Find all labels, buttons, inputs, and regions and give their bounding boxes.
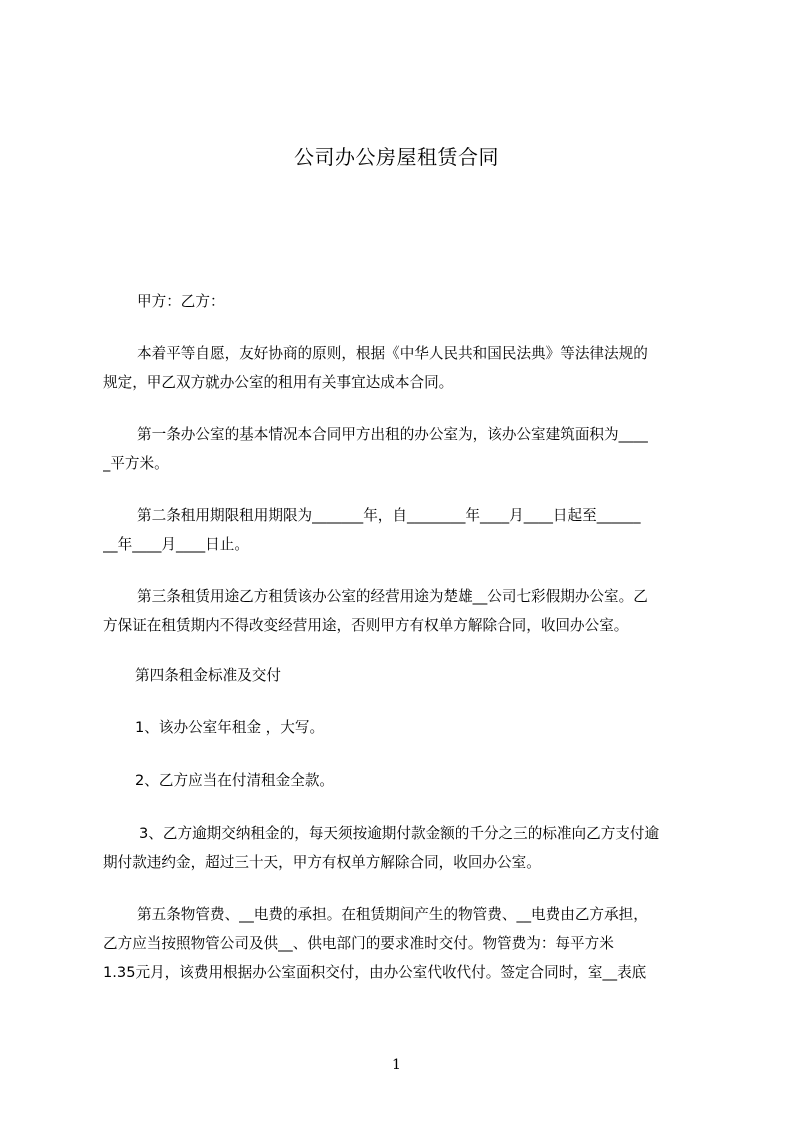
paragraph-line: 1、该办公室年租金 ，大写。: [135, 719, 325, 736]
paragraph-line: 方保证在租赁期内不得改变经营用途，否则甲方有权单方解除合同，收回办公室。: [103, 617, 629, 634]
paragraph-article-4-heading: [103, 661, 707, 690]
paragraph-article-5: [103, 900, 707, 987]
paragraph-line: 3、乙方逾期交纳租金的，每天须按逾期付款金额的千分之三的标准向乙方支付逾: [139, 825, 660, 842]
paragraph-article-3: [103, 582, 707, 640]
page-number: 1: [392, 1057, 401, 1073]
paragraph-line: 1.35元月，该费用根据办公室面积交付，由办公室代收代付。签定合同时，室__表底: [103, 964, 647, 981]
paragraph-preamble: [103, 339, 707, 397]
paragraph-line: 规定，甲乙双方就办公室的租用有关事宜达成本合同。: [103, 374, 454, 391]
paragraph-article-1: [103, 420, 707, 478]
paragraph-line: 甲方：乙方：: [137, 293, 225, 310]
paragraph-parties: [103, 287, 707, 316]
paragraph-line: 乙方应当按照物管公司及供__、供电部门的要求准时交付。物管费为：每平方米: [103, 935, 614, 952]
paragraph-item-1: [103, 713, 707, 742]
paragraph-line: 第二条租用期限租用期限为_______年，自________年____月____日起至______: [137, 507, 641, 524]
paragraph-line: __年____月____日止。: [103, 536, 249, 553]
paragraph-article-2: [103, 501, 707, 559]
paragraph-line: 第四条租金标准及交付: [135, 667, 281, 684]
paragraph-line: _平方米。: [103, 455, 169, 472]
paragraph-line: 期付款违约金，超过三十天，甲方有权单方解除合同，收回办公室。: [103, 854, 541, 871]
paragraph-item-2: [103, 766, 707, 795]
paragraph-item-3: [103, 819, 707, 877]
paragraph-line: 第一条办公室的基本情况本合同甲方出租的办公室为，该办公室建筑面积为____: [137, 426, 648, 443]
paragraph-line: 第五条物管费、__电费的承担。在租赁期间产生的物管费、__电费由乙方承担，: [137, 906, 648, 923]
paragraph-line: 第三条租赁用途乙方租赁该办公室的经营用途为楚雄__公司七彩假期办公室。乙: [137, 588, 648, 605]
paragraph-line: 2、乙方应当在付清租金全款。: [135, 772, 335, 789]
paragraph-line: 本着平等自愿，友好协商的原则，根据《中华人民共和国民法典》等法律法规的: [137, 345, 648, 362]
document-title: 公司办公房屋租赁合同: [294, 145, 499, 169]
